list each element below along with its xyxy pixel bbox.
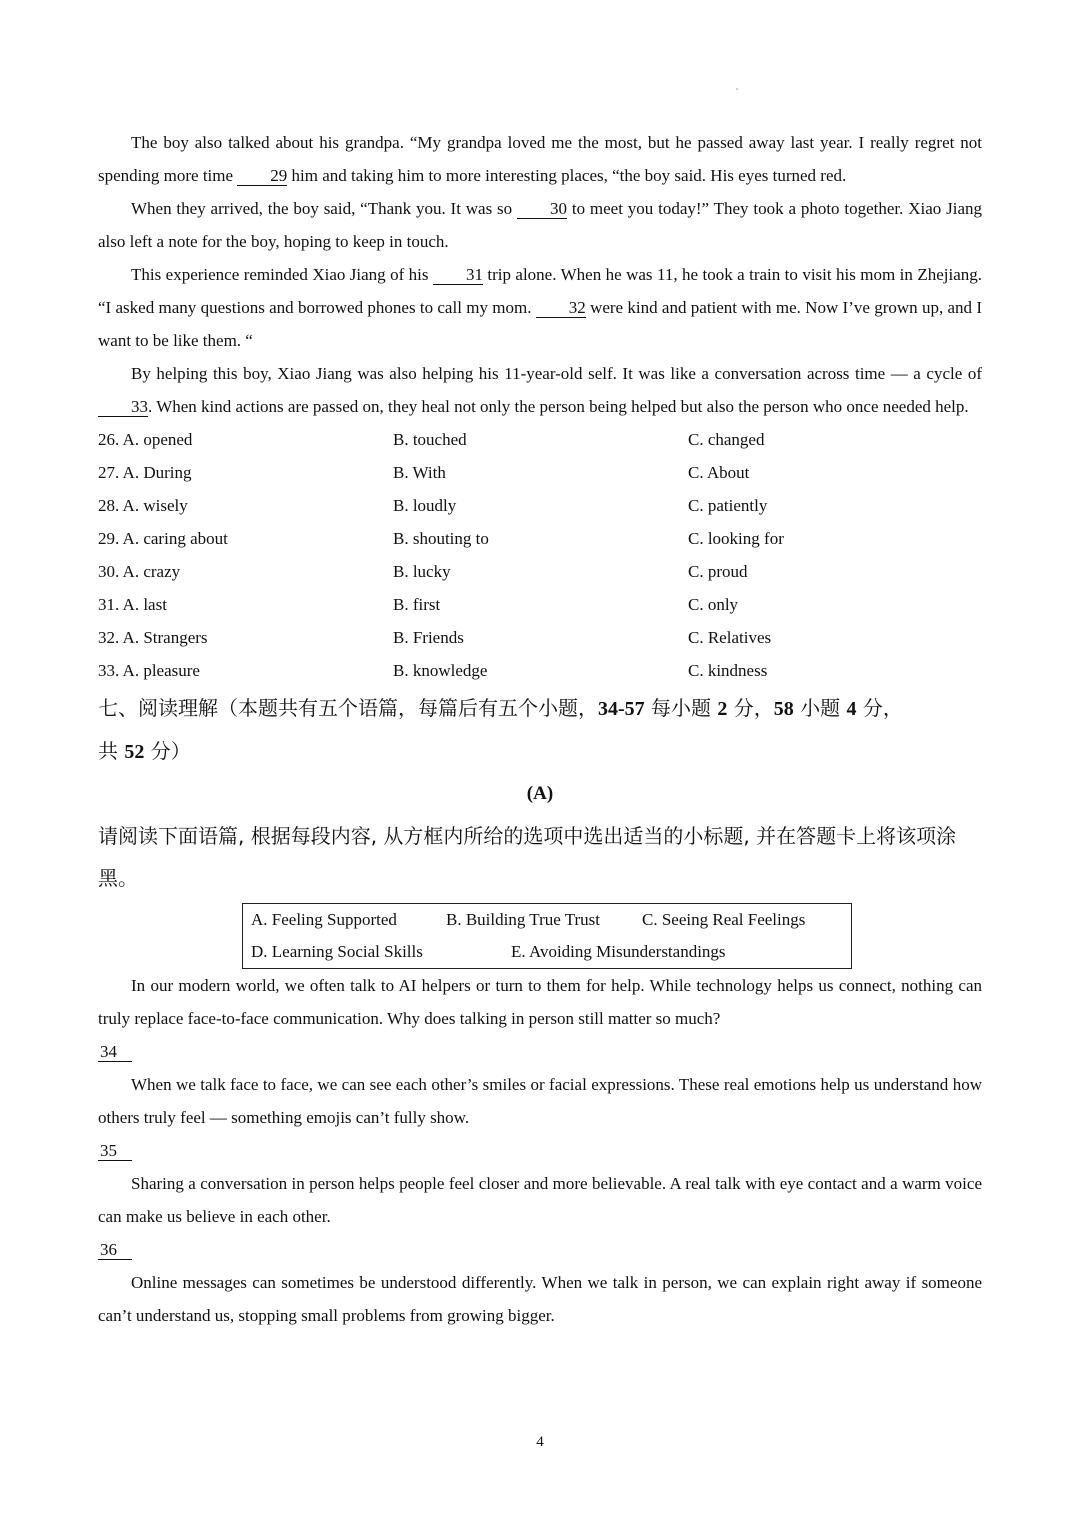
text: 分， (856, 696, 903, 720)
option-a: 27. A. During (98, 463, 192, 482)
option-a: 29. A. caring about (98, 529, 228, 548)
option-row (98, 654, 982, 687)
option-c: C. looking for (688, 529, 784, 548)
answer-options (98, 423, 982, 687)
option-row (98, 456, 982, 489)
cloze-paragraph-memory (98, 258, 982, 357)
option-b: B. lucky (393, 562, 451, 581)
text: 小题 (793, 696, 847, 720)
number: 34-57 (598, 698, 645, 720)
option-b: B. touched (393, 430, 467, 449)
text: 共 (98, 739, 125, 763)
passage-intro: In our modern world, we often talk to AI helpers or turn to them for help. While technology helps us connect, nothing can truly replace face-to-face communication. Why does talking in person still matter so much? (98, 976, 982, 1028)
option-row (98, 423, 982, 456)
option-c: C. About (688, 463, 750, 482)
passage-label: (A) (526, 783, 554, 804)
option-a: 31. A. last (98, 595, 167, 614)
option-a: 33. A. pleasure (98, 661, 200, 680)
option-b: B. loudly (393, 496, 457, 515)
option-b: B. first (393, 595, 441, 614)
text: 每小题 (644, 696, 718, 720)
text: to meet you today!” They took a photo together. Xiao Jiang also left a note for the boy, hoping to keep in touch. (98, 199, 983, 251)
number: 52 (124, 741, 145, 763)
text: The boy also talked about his grandpa. “My grandpa loved me the most, but he passed away last year. I really regret not spending more time (98, 133, 982, 185)
option-a: 32. A. Strangers (98, 628, 208, 647)
text: trip alone. When he was 11, he took a train to visit his mom in Zhejiang. “I asked many questions and borrowed phones to call my mom. (98, 265, 982, 317)
number: 2 (717, 698, 728, 720)
cloze-paragraph-grandpa (98, 126, 982, 192)
cloze-paragraph-cycle (98, 357, 982, 423)
gap-36-line (98, 1233, 982, 1266)
heading-option-d: D. Learning Social Skills (251, 942, 423, 961)
passage-paragraph-35: Sharing a conversation in person helps people feel closer and more believable. A real talk with eye contact and a warm voice can make us believe in each other. (98, 1174, 982, 1226)
heading-option-c: C. Seeing Real Feelings (642, 910, 806, 929)
text: . When kind actions are passed on, they heal not only the person being helped but also the person who once needed help. (148, 397, 969, 416)
text: were kind and patient with me. Now I’ve grown up, and I want to be like them. “ (98, 298, 983, 350)
blank-34: 34 (98, 1043, 132, 1062)
blank-33: 33 (98, 398, 148, 417)
option-row (98, 489, 982, 522)
option-b: B. With (393, 463, 446, 482)
gap-34-line (98, 1035, 982, 1068)
heading-option-e: E. Avoiding Misunderstandings (511, 942, 726, 961)
text: 分） (144, 739, 191, 763)
option-a: 26. A. opened (98, 430, 193, 449)
option-c: C. proud (688, 562, 748, 581)
number: 4 (846, 698, 857, 720)
option-c: C. changed (688, 430, 765, 449)
heading-options-box (242, 903, 852, 969)
option-row (98, 588, 982, 621)
text: him and taking him to more interesting places, “the boy said. His eyes turned red. (287, 166, 847, 185)
option-c: C. kindness (688, 661, 768, 680)
option-row (98, 522, 982, 555)
passage-paragraph-36: Online messages can sometimes be understood differently. When we talk in person, we can explain right away if someone can’t understand us, stopping small problems from growing bigger. (98, 1273, 982, 1325)
number: 58 (773, 698, 794, 720)
passage-instruction: 请阅读下面语篇, 根据每段内容, 从方框内所给的选项中选出适当的小标题, 并在答题卡上将该项涂黑。 (98, 824, 957, 890)
box-row (251, 904, 843, 936)
option-b: B. shouting to (393, 529, 489, 548)
page-number: 4 (536, 1434, 544, 1450)
text: This experience reminded Xiao Jiang of his (131, 265, 433, 284)
option-row (98, 621, 982, 654)
box-row (251, 936, 843, 968)
option-row (98, 555, 982, 588)
option-a: 28. A. wisely (98, 496, 188, 515)
blank-36: 36 (98, 1241, 132, 1260)
option-c: C. patiently (688, 496, 768, 515)
text: When they arrived, the boy said, “Thank you. It was so (131, 199, 518, 218)
document-page (98, 126, 982, 1332)
option-c: C. only (688, 595, 739, 614)
blank-30: 30 (517, 200, 567, 219)
option-b: B. Friends (393, 628, 464, 647)
section-heading-reading (98, 687, 982, 773)
passage-paragraph-34: When we talk face to face, we can see each other’s smiles or facial expressions. These real emotions help us understand how others truly feel — something emojis can’t fully show. (98, 1075, 982, 1127)
option-c: C. Relatives (688, 628, 772, 647)
text: 七、阅读理解（本题共有五个语篇，每篇后有五个小题， (98, 696, 598, 720)
heading-option-b: B. Building True Trust (446, 910, 601, 929)
cloze-paragraph-arrival (98, 192, 982, 258)
scan-dot (736, 88, 738, 90)
text: By helping this boy, Xiao Jiang was also helping his 11-year-old self. It was like a conversation across time — a cycle of (131, 364, 982, 383)
option-a: 30. A. crazy (98, 562, 181, 581)
blank-31: 31 (433, 266, 483, 285)
blank-35: 35 (98, 1142, 132, 1161)
heading-option-a: A. Feeling Supported (251, 910, 397, 929)
blank-32: 32 (536, 299, 586, 318)
gap-35-line (98, 1134, 982, 1167)
blank-29: 29 (237, 167, 287, 186)
text: 分， (727, 696, 774, 720)
option-b: B. knowledge (393, 661, 488, 680)
